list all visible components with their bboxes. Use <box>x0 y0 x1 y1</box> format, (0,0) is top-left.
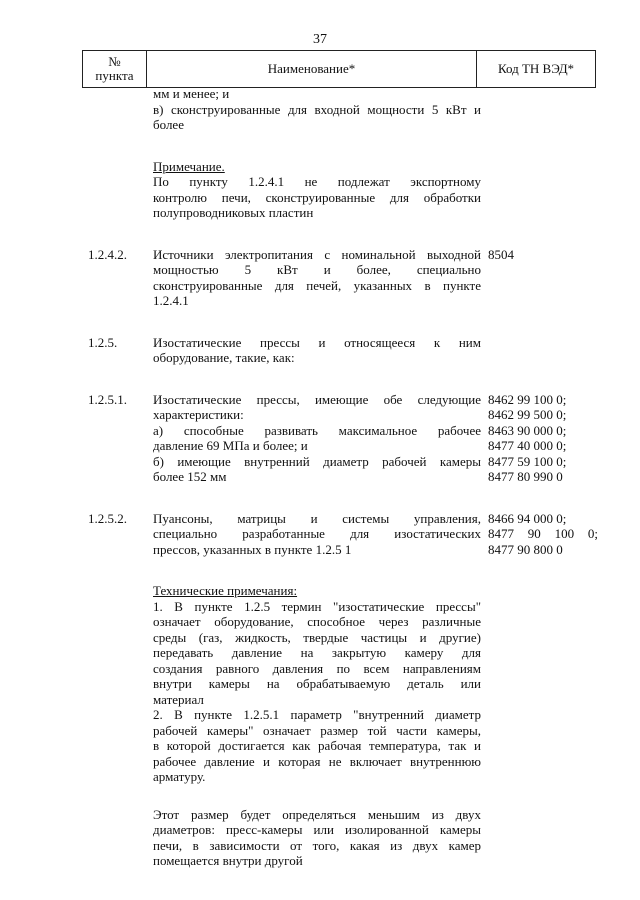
text-line: мощностью 5 кВт и более, специально <box>153 262 481 277</box>
text-line: 2. В пункте 1.2.5.1 параметр "внутренний диаметр <box>153 707 481 722</box>
header-number-label: пункта <box>95 68 134 83</box>
text-line: По пункту 1.2.4.1 не подлежат экспортному <box>153 174 481 189</box>
text-line: прессов, указанных в пункте 1.2.5 1 <box>153 541 352 557</box>
code-value: 8462 99 100 0; <box>488 391 567 407</box>
text-line: передавать давление на закрытую камеру для <box>153 645 481 660</box>
text-line: контролю печи, сконструированные для обработки <box>153 189 481 205</box>
code-value: 8477 90 800 0 <box>488 541 563 557</box>
text-line: диаметров: пресс-камеры или изолированной камеры <box>153 822 481 837</box>
text-line: Пуансоны, матрицы и системы управления, <box>153 510 481 526</box>
text-line: в) сконструированные для входной мощности 5 кВт и <box>153 101 481 117</box>
technical-notes-title: Технические примечания: <box>153 583 298 598</box>
text-line: 1.2.4.1 <box>153 293 189 308</box>
technical-notes <box>0 583 640 869</box>
code-value: 8477 90 100 0; <box>488 526 598 541</box>
header-number-cell <box>83 51 147 87</box>
text-line: Источники электропитания с номинальной выходной <box>153 246 481 262</box>
code-value: 8463 90 000 0; <box>488 422 567 438</box>
header-number-symbol: № <box>108 54 121 69</box>
table-body <box>0 86 640 869</box>
table-row <box>0 511 640 558</box>
page-number: 37 <box>313 32 327 47</box>
item-number: 1.2.5.1. <box>88 391 127 407</box>
code-value: 8466 94 000 0; <box>488 510 567 526</box>
code-value: 8462 99 500 0; <box>488 407 567 422</box>
header-code-cell: Код ТН ВЭД* <box>497 61 575 76</box>
note-block <box>0 159 640 221</box>
code-value: 8504 <box>488 246 514 262</box>
text-line: рабочее давление и которая не включает внутреннюю <box>153 753 481 769</box>
code-cell <box>488 392 598 485</box>
text-line: Изостатические прессы и относящееся к ним <box>153 334 481 350</box>
item-number: 1.2.4.2. <box>88 246 127 262</box>
code-value: 8477 59 100 0; <box>488 453 567 469</box>
header-name-cell: Наименование* <box>147 51 477 87</box>
text-line: полупроводниковых пластин <box>153 205 314 220</box>
text-line: давление 69 МПа и более; и <box>153 438 308 453</box>
table-header <box>82 50 596 88</box>
item-number: 1.2.5. <box>88 334 118 350</box>
text-line: рабочей камеры" означает размер той части камеры, <box>153 722 481 738</box>
code-value: 8477 40 000 0; <box>488 438 567 453</box>
text-line: более 152 мм <box>153 469 227 484</box>
note-title: Примечание. <box>153 158 225 174</box>
text-line: а) способные развивать максимальное рабочее <box>153 422 481 438</box>
text-line: б) имеющие внутренний диаметр рабочей камеры <box>153 453 481 469</box>
code-cell <box>488 511 598 558</box>
text-line: внутри камеры на обрабатываемую деталь или <box>153 676 481 691</box>
text-line: среды (газ, жидкость, твердые частицы и другие) <box>153 629 481 645</box>
continuation-text <box>0 86 640 133</box>
text-line: арматуру. <box>153 769 206 784</box>
text-line: означает оборудование, способное через различные <box>153 614 481 629</box>
code-value: 8477 80 990 0 <box>488 469 563 484</box>
item-number: 1.2.5.2. <box>88 510 127 526</box>
text-line: более <box>153 117 184 132</box>
code-cell <box>488 247 598 263</box>
text-line: Изостатические прессы, имеющие обе следующие <box>153 391 481 407</box>
text-line: помещается внутри другой <box>153 853 303 868</box>
text-line: 1. В пункте 1.2.5 термин "изостатические прессы" <box>153 598 481 614</box>
text-line: в которой достигается как рабочая температура, так и <box>153 738 481 753</box>
text-line: специально разработанные для изостатических <box>153 526 481 541</box>
text-line: оборудование, такие, как: <box>153 350 295 365</box>
table-row <box>0 335 640 366</box>
text-line: печи, в зависимости от того, какая из двух камер <box>153 837 481 853</box>
text-line: сконструированные для печей, указанных в пункте <box>153 277 481 293</box>
text-line: материал <box>153 691 204 707</box>
table-row <box>0 247 640 309</box>
text-line: создания равного давления по всем направлениям <box>153 660 481 676</box>
text-line: характеристики: <box>153 407 244 422</box>
table-row <box>0 392 640 485</box>
text-line: мм и менее; и <box>153 86 230 101</box>
text-line: Этот размер будет определяться меньшим из двух <box>153 806 481 822</box>
